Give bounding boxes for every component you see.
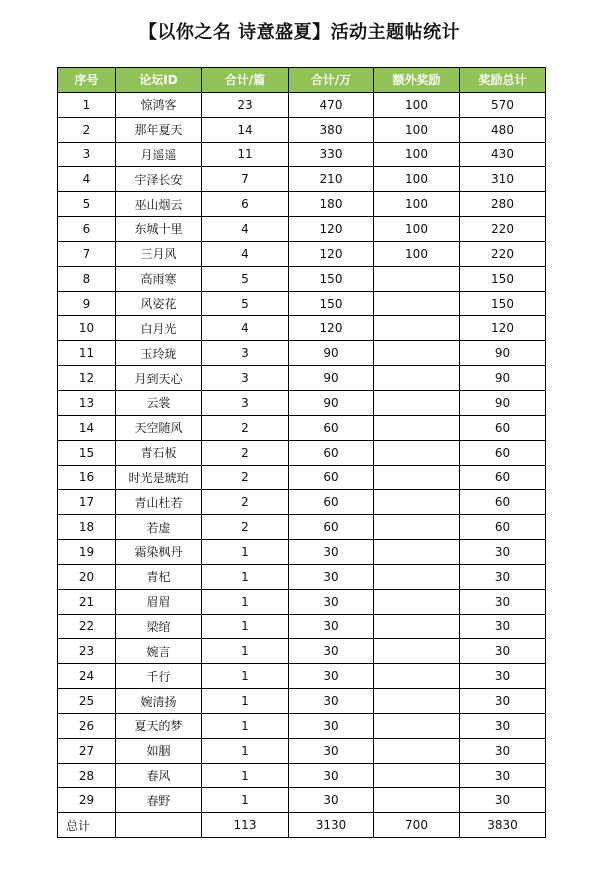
- cell-posts: 2: [202, 515, 289, 540]
- cell-total: 120: [460, 316, 546, 341]
- cell-extra: [374, 713, 460, 738]
- cell-wan: 90: [289, 366, 374, 391]
- cell-posts: 2: [202, 440, 289, 465]
- table-row: [58, 614, 546, 639]
- totals-row: [58, 813, 546, 838]
- header-forum-id: 论坛ID: [116, 68, 202, 93]
- cell-wan: 150: [289, 266, 374, 291]
- cell-forum-id: 时光是琥珀: [116, 465, 202, 490]
- cell-posts: 23: [202, 92, 289, 117]
- table-row: [58, 639, 546, 664]
- cell-total: 30: [460, 763, 546, 788]
- cell-wan: 30: [289, 738, 374, 763]
- cell-no: 10: [58, 316, 116, 341]
- table-row: [58, 266, 546, 291]
- cell-no: 12: [58, 366, 116, 391]
- cell-posts: 5: [202, 291, 289, 316]
- table-row: [58, 167, 546, 192]
- cell-posts: 3: [202, 390, 289, 415]
- cell-posts: 11: [202, 142, 289, 167]
- cell-wan: 30: [289, 664, 374, 689]
- cell-wan: 30: [289, 564, 374, 589]
- cell-extra: [374, 614, 460, 639]
- cell-total: 90: [460, 390, 546, 415]
- cell-wan: 180: [289, 192, 374, 217]
- table-row: [58, 415, 546, 440]
- cell-extra: [374, 465, 460, 490]
- cell-no: 14: [58, 415, 116, 440]
- cell-forum-id: 眉眉: [116, 589, 202, 614]
- cell-no: 9: [58, 291, 116, 316]
- totals-posts: 113: [202, 813, 289, 838]
- cell-extra: [374, 788, 460, 813]
- cell-no: 22: [58, 614, 116, 639]
- cell-no: 4: [58, 167, 116, 192]
- cell-extra: [374, 440, 460, 465]
- cell-posts: 5: [202, 266, 289, 291]
- cell-posts: 2: [202, 465, 289, 490]
- table-header-row: [58, 68, 546, 93]
- cell-no: 25: [58, 689, 116, 714]
- cell-forum-id: 高雨寒: [116, 266, 202, 291]
- cell-total: 150: [460, 291, 546, 316]
- cell-forum-id: 宇泽长安: [116, 167, 202, 192]
- cell-no: 11: [58, 341, 116, 366]
- cell-forum-id: 春风: [116, 763, 202, 788]
- cell-total: 30: [460, 713, 546, 738]
- cell-forum-id: 那年夏天: [116, 117, 202, 142]
- table-row: [58, 664, 546, 689]
- cell-posts: 1: [202, 564, 289, 589]
- cell-extra: 100: [374, 142, 460, 167]
- cell-total: 60: [460, 490, 546, 515]
- cell-no: 2: [58, 117, 116, 142]
- header-extra: 额外奖励: [374, 68, 460, 93]
- cell-forum-id: 三月风: [116, 241, 202, 266]
- cell-total: 220: [460, 217, 546, 242]
- cell-forum-id: 月到天心: [116, 366, 202, 391]
- cell-total: 60: [460, 515, 546, 540]
- table-row: [58, 217, 546, 242]
- totals-id: [116, 813, 202, 838]
- cell-extra: [374, 639, 460, 664]
- table-row: [58, 192, 546, 217]
- table-row: [58, 142, 546, 167]
- cell-extra: [374, 664, 460, 689]
- cell-posts: 1: [202, 788, 289, 813]
- cell-posts: 1: [202, 763, 289, 788]
- table-row: [58, 316, 546, 341]
- cell-total: 430: [460, 142, 546, 167]
- cell-no: 13: [58, 390, 116, 415]
- cell-total: 60: [460, 440, 546, 465]
- cell-forum-id: 青石板: [116, 440, 202, 465]
- cell-total: 60: [460, 415, 546, 440]
- table-row: [58, 92, 546, 117]
- totals-label: 总计: [58, 813, 116, 838]
- cell-wan: 210: [289, 167, 374, 192]
- cell-extra: [374, 490, 460, 515]
- cell-no: 26: [58, 713, 116, 738]
- cell-total: 30: [460, 788, 546, 813]
- cell-total: 280: [460, 192, 546, 217]
- cell-extra: [374, 589, 460, 614]
- cell-posts: 1: [202, 540, 289, 565]
- totals-wan: 3130: [289, 813, 374, 838]
- table-row: [58, 540, 546, 565]
- cell-wan: 150: [289, 291, 374, 316]
- cell-total: 30: [460, 589, 546, 614]
- cell-forum-id: 青杞: [116, 564, 202, 589]
- cell-posts: 1: [202, 664, 289, 689]
- cell-no: 20: [58, 564, 116, 589]
- cell-no: 21: [58, 589, 116, 614]
- cell-no: 23: [58, 639, 116, 664]
- cell-wan: 30: [289, 788, 374, 813]
- cell-forum-id: 东城十里: [116, 217, 202, 242]
- table-row: [58, 341, 546, 366]
- cell-posts: 14: [202, 117, 289, 142]
- cell-no: 24: [58, 664, 116, 689]
- cell-total: 310: [460, 167, 546, 192]
- cell-extra: 100: [374, 117, 460, 142]
- cell-posts: 3: [202, 366, 289, 391]
- cell-no: 1: [58, 92, 116, 117]
- cell-extra: [374, 689, 460, 714]
- cell-posts: 1: [202, 738, 289, 763]
- cell-posts: 4: [202, 217, 289, 242]
- cell-posts: 1: [202, 614, 289, 639]
- cell-no: 8: [58, 266, 116, 291]
- cell-posts: 4: [202, 316, 289, 341]
- table-row: [58, 366, 546, 391]
- cell-forum-id: 千行: [116, 664, 202, 689]
- cell-total: 30: [460, 564, 546, 589]
- cell-wan: 30: [289, 589, 374, 614]
- cell-extra: [374, 266, 460, 291]
- cell-wan: 330: [289, 142, 374, 167]
- cell-total: 90: [460, 366, 546, 391]
- cell-posts: 3: [202, 341, 289, 366]
- cell-forum-id: 巫山烟云: [116, 192, 202, 217]
- cell-total: 90: [460, 341, 546, 366]
- cell-no: 3: [58, 142, 116, 167]
- cell-extra: [374, 738, 460, 763]
- cell-total: 30: [460, 738, 546, 763]
- cell-posts: 7: [202, 167, 289, 192]
- cell-no: 16: [58, 465, 116, 490]
- table-row: [58, 713, 546, 738]
- cell-wan: 90: [289, 390, 374, 415]
- cell-total: 220: [460, 241, 546, 266]
- cell-forum-id: 青山杜若: [116, 490, 202, 515]
- cell-extra: 100: [374, 217, 460, 242]
- cell-forum-id: 月遥遥: [116, 142, 202, 167]
- cell-wan: 60: [289, 490, 374, 515]
- header-total: 奖励总计: [460, 68, 546, 93]
- cell-posts: 1: [202, 689, 289, 714]
- cell-posts: 1: [202, 713, 289, 738]
- cell-wan: 30: [289, 713, 374, 738]
- cell-total: 480: [460, 117, 546, 142]
- cell-wan: 60: [289, 415, 374, 440]
- cell-forum-id: 婉言: [116, 639, 202, 664]
- cell-extra: [374, 390, 460, 415]
- cell-extra: [374, 540, 460, 565]
- cell-extra: [374, 564, 460, 589]
- cell-wan: 470: [289, 92, 374, 117]
- cell-no: 15: [58, 440, 116, 465]
- cell-total: 60: [460, 465, 546, 490]
- table-row: [58, 515, 546, 540]
- cell-extra: [374, 415, 460, 440]
- cell-forum-id: 玉玲珑: [116, 341, 202, 366]
- page-title: 【以你之名 诗意盛夏】活动主题帖统计: [138, 22, 461, 43]
- table-row: [58, 390, 546, 415]
- cell-forum-id: 霜染枫丹: [116, 540, 202, 565]
- cell-wan: 60: [289, 440, 374, 465]
- cell-total: 570: [460, 92, 546, 117]
- cell-wan: 90: [289, 341, 374, 366]
- cell-extra: [374, 515, 460, 540]
- cell-no: 18: [58, 515, 116, 540]
- cell-wan: 120: [289, 241, 374, 266]
- cell-extra: 100: [374, 92, 460, 117]
- cell-forum-id: 梁绾: [116, 614, 202, 639]
- cell-posts: 2: [202, 415, 289, 440]
- cell-no: 28: [58, 763, 116, 788]
- table-row: [58, 589, 546, 614]
- table-row: [58, 117, 546, 142]
- cell-no: 19: [58, 540, 116, 565]
- cell-total: 30: [460, 664, 546, 689]
- cell-forum-id: 风姿花: [116, 291, 202, 316]
- table-row: [58, 490, 546, 515]
- cell-posts: 6: [202, 192, 289, 217]
- stats-table: [57, 67, 546, 838]
- cell-extra: [374, 316, 460, 341]
- header-posts: 合计/篇: [202, 68, 289, 93]
- cell-extra: [374, 366, 460, 391]
- header-wan: 合计/万: [289, 68, 374, 93]
- cell-forum-id: 夏天的梦: [116, 713, 202, 738]
- cell-forum-id: 白月光: [116, 316, 202, 341]
- cell-no: 7: [58, 241, 116, 266]
- cell-no: 27: [58, 738, 116, 763]
- cell-wan: 120: [289, 217, 374, 242]
- cell-extra: 100: [374, 167, 460, 192]
- cell-total: 30: [460, 639, 546, 664]
- table-row: [58, 291, 546, 316]
- cell-wan: 30: [289, 689, 374, 714]
- table-row: [58, 440, 546, 465]
- cell-wan: 30: [289, 763, 374, 788]
- cell-posts: 4: [202, 241, 289, 266]
- table-row: [58, 465, 546, 490]
- cell-total: 30: [460, 689, 546, 714]
- table-row: [58, 241, 546, 266]
- table-row: [58, 564, 546, 589]
- cell-extra: [374, 341, 460, 366]
- totals-total: 3830: [460, 813, 546, 838]
- cell-wan: 30: [289, 614, 374, 639]
- cell-forum-id: 天空随风: [116, 415, 202, 440]
- cell-forum-id: 惊鸿客: [116, 92, 202, 117]
- cell-extra: [374, 291, 460, 316]
- table-row: [58, 788, 546, 813]
- cell-wan: 60: [289, 465, 374, 490]
- cell-posts: 1: [202, 639, 289, 664]
- cell-forum-id: 若虚: [116, 515, 202, 540]
- table-row: [58, 763, 546, 788]
- cell-total: 150: [460, 266, 546, 291]
- cell-extra: [374, 763, 460, 788]
- cell-wan: 380: [289, 117, 374, 142]
- cell-no: 17: [58, 490, 116, 515]
- cell-total: 30: [460, 614, 546, 639]
- cell-forum-id: 云裳: [116, 390, 202, 415]
- cell-forum-id: 春野: [116, 788, 202, 813]
- cell-wan: 60: [289, 515, 374, 540]
- cell-extra: 100: [374, 241, 460, 266]
- cell-extra: 100: [374, 192, 460, 217]
- totals-extra: 700: [374, 813, 460, 838]
- table-row: [58, 738, 546, 763]
- table-row: [58, 689, 546, 714]
- cell-wan: 120: [289, 316, 374, 341]
- cell-posts: 1: [202, 589, 289, 614]
- cell-no: 29: [58, 788, 116, 813]
- cell-no: 5: [58, 192, 116, 217]
- header-no: 序号: [58, 68, 116, 93]
- cell-no: 6: [58, 217, 116, 242]
- cell-forum-id: 如胭: [116, 738, 202, 763]
- cell-wan: 30: [289, 639, 374, 664]
- cell-posts: 2: [202, 490, 289, 515]
- cell-forum-id: 婉清扬: [116, 689, 202, 714]
- cell-total: 30: [460, 540, 546, 565]
- cell-wan: 30: [289, 540, 374, 565]
